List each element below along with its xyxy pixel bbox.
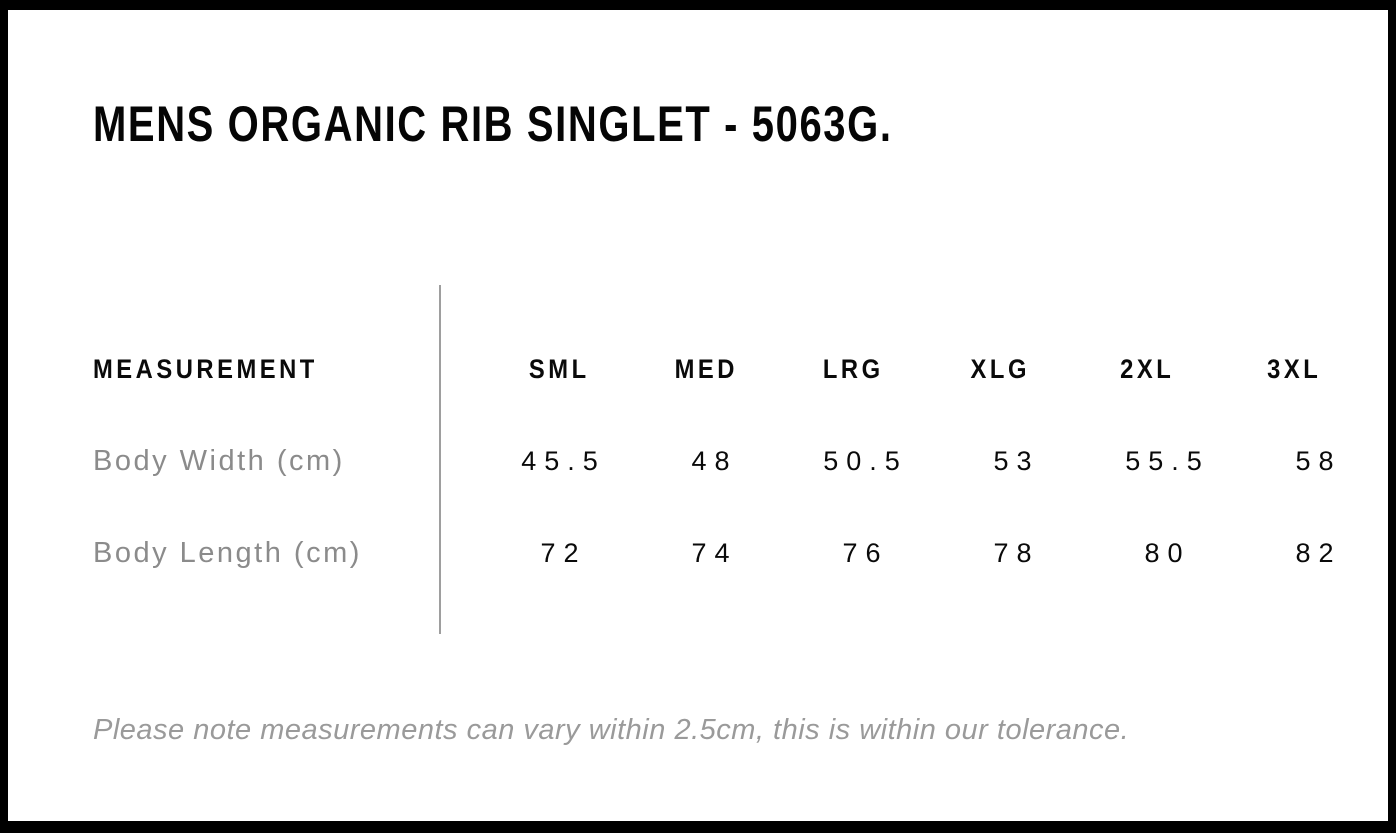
body-width-xlg-value: 53 (993, 445, 1040, 476)
column-header-2xl: 2XL (1120, 353, 1175, 384)
row-label-body-length: Body Length (cm) (93, 536, 362, 569)
tolerance-note: Please note measurements can vary within 2.5cm, this is within our tolerance. (93, 714, 1130, 746)
column-header-sml: SML (528, 353, 590, 384)
body-length-xlg-value: 78 (993, 537, 1040, 568)
size-chart-table (93, 323, 1390, 599)
body-width-2xl-value: 55.5 (1125, 445, 1210, 476)
body-length-lrg-value: 76 (842, 537, 889, 568)
column-header-med: MED (674, 353, 738, 384)
table-row-body-length (93, 507, 1390, 599)
page-title: MENS ORGANIC RIB SINGLET - 5063G. (93, 96, 893, 152)
body-length-med-value: 74 (691, 537, 738, 568)
table-header-row (93, 323, 1390, 415)
column-header-lrg: LRG (822, 353, 884, 384)
table-row-body-width (93, 415, 1390, 507)
body-width-sml-value: 45.5 (521, 445, 606, 476)
row-label-body-width: Body Width (cm) (93, 444, 345, 477)
column-header-3xl: 3XL (1267, 353, 1322, 384)
body-length-3xl-value: 82 (1295, 537, 1342, 568)
body-width-med-value: 48 (691, 445, 738, 476)
body-length-2xl-value: 80 (1144, 537, 1191, 568)
column-header-measurement: MEASUREMENT (93, 353, 318, 384)
body-width-lrg-value: 50.5 (823, 445, 908, 476)
body-width-3xl-value: 58 (1295, 445, 1342, 476)
body-length-sml-value: 72 (540, 537, 587, 568)
column-header-xlg: XLG (970, 353, 1030, 384)
